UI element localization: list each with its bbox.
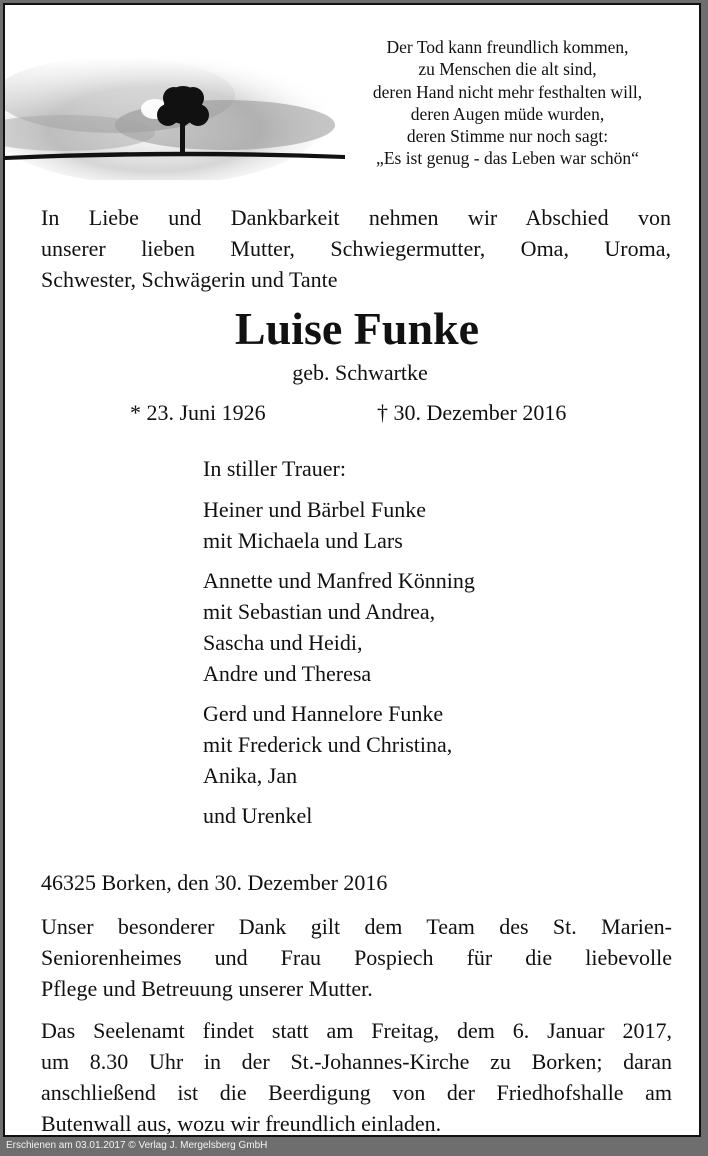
family-line: Gerd und Hannelore Funke bbox=[203, 701, 444, 726]
quote-line: „Es ist genug - das Leben war schön“ bbox=[376, 148, 639, 169]
family-line: Annette und Manfred Könning bbox=[203, 568, 475, 593]
service-paragraph bbox=[41, 1015, 672, 1139]
intro-line: Schwester, Schwägerin und Tante bbox=[41, 267, 338, 292]
mourners-list bbox=[203, 454, 475, 831]
family-line: mit Sebastian und Andrea, bbox=[203, 599, 436, 624]
quote-line: deren Augen müde wurden, bbox=[410, 103, 605, 124]
intro-paragraph bbox=[41, 202, 671, 295]
quote-line: deren Stimme nur noch sagt: bbox=[406, 126, 609, 147]
place-date: 46325 Borken, den 30. Dezember 2016 bbox=[41, 870, 388, 895]
mourners-closing: und Urenkel bbox=[203, 803, 313, 828]
family-line: Heiner und Bärbel Funke bbox=[203, 497, 426, 522]
family-line: mit Frederick und Christina, bbox=[203, 732, 453, 757]
tree-on-horizon-image bbox=[5, 5, 345, 180]
quote-line: zu Menschen die alt sind, bbox=[418, 59, 597, 80]
birth-name: geb. Schwartke bbox=[292, 360, 428, 385]
service-line: Butenwall aus, wozu wir freundlich einladen. bbox=[41, 1111, 442, 1136]
family-line: Andre und Theresa bbox=[203, 661, 372, 686]
obituary-notice bbox=[3, 3, 701, 1137]
service-line: Das Seelenamt findet statt am Freitag, dem 6. Januar 2017, bbox=[41, 1018, 672, 1043]
family-line: mit Michaela und Lars bbox=[203, 528, 403, 553]
family-line: Sascha und Heidi, bbox=[203, 630, 363, 655]
intro-line: unserer lieben Mutter, Schwiegermutter, Oma, Uroma, bbox=[41, 236, 671, 261]
thanks-line: Unser besonderer Dank gilt dem Team des St. Marien- bbox=[41, 914, 672, 939]
memorial-quote bbox=[335, 36, 680, 170]
deceased-name: Luise Funke bbox=[234, 303, 480, 354]
thanks-paragraph bbox=[41, 911, 672, 1004]
birth-date: * 23. Juni 1926 bbox=[130, 400, 266, 425]
family-line: Anika, Jan bbox=[203, 763, 298, 788]
family-group bbox=[203, 698, 475, 791]
thanks-line: Seniorenheimes und Frau Pospiech für die liebevolle bbox=[41, 945, 672, 970]
thanks-line: Pflege und Betreuung unserer Mutter. bbox=[41, 976, 373, 1001]
death-date: † 30. Dezember 2016 bbox=[377, 400, 567, 425]
quote-line: deren Hand nicht mehr festhalten will, bbox=[372, 81, 643, 102]
mourners-heading: In stiller Trauer: bbox=[203, 456, 346, 481]
family-group bbox=[203, 565, 475, 689]
publication-footer: Erschienen am 03.01.2017 © Verlag J. Mergelsberg GmbH bbox=[6, 1140, 268, 1151]
service-line: anschließend ist die Beerdigung von der Friedhofshalle am bbox=[41, 1080, 672, 1105]
intro-line: In Liebe und Dankbarkeit nehmen wir Abschied von bbox=[41, 205, 671, 230]
family-group bbox=[203, 494, 475, 556]
quote-line: Der Tod kann freundlich kommen, bbox=[386, 37, 629, 57]
service-line: um 8.30 Uhr in der St.-Johannes-Kirche zu Borken; daran bbox=[41, 1049, 672, 1074]
